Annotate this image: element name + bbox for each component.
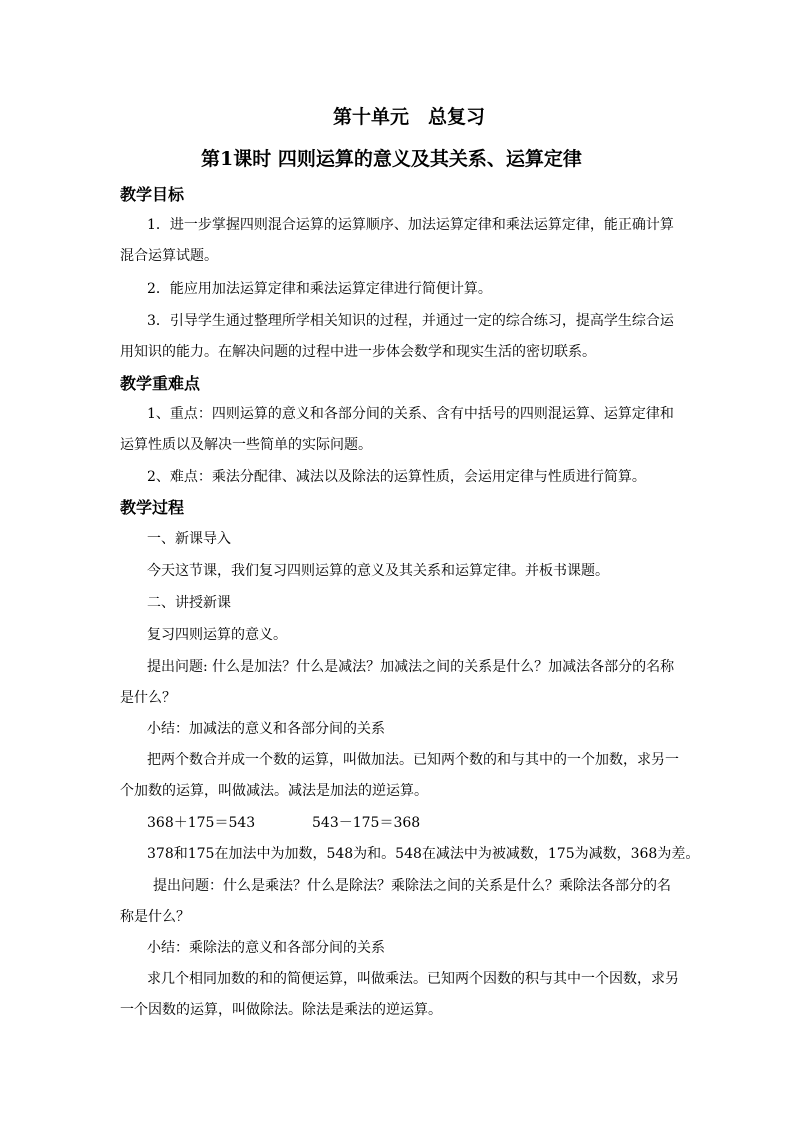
definition-add-sub-line-2: 个加数的运算，叫做减法。减法是加法的逆运算。 [120, 783, 428, 799]
summary-add-sub: 小结：加减法的意义和各部分间的关系 [147, 721, 385, 737]
section-heading-goals: 教学目标 [120, 185, 185, 204]
summary-mul-div: 小结：乘除法的意义和各部分间的关系 [147, 940, 385, 956]
equation-subtraction: 543－175＝368 [312, 815, 421, 831]
goal-1-line-1: 1．进一步掌握四则混合运算的运算顺序、加法运算定律和乘法运算定律，能正确计算 [147, 217, 674, 233]
key-point-2: 2、难点：乘法分配律、减法以及除法的运算性质，会运用定律与性质进行简算。 [147, 469, 646, 485]
definition-mul-div-line-1: 求几个相同加数的和的简便运算，叫做乘法。已知两个因数的积与其中一个因数，求另 [147, 971, 679, 987]
process-paragraph-review: 复习四则运算的意义。 [147, 627, 287, 643]
definition-mul-div-line-2: 一个因数的运算，叫做除法。除法是乘法的逆运算。 [120, 1002, 442, 1018]
equation-addition: 368＋175＝543 [147, 815, 256, 831]
question-add-sub-line-2: 是什么？ [120, 690, 176, 706]
question-mul-div-line-2: 称是什么？ [120, 909, 190, 925]
lesson-title: 第1课时 四则运算的意义及其关系、运算定律 [201, 148, 582, 170]
example-add-sub: 378和175在加法中为加数，548为和。548在减法中为被减数，175为减数，368为差。 [147, 846, 700, 862]
goal-2: 2．能应用加法运算定律和乘法运算定律进行简便计算。 [147, 281, 492, 297]
goal-3-line-1: 3．引导学生通过整理所学相关知识的过程，并通过一定的综合练习，提高学生综合运 [147, 313, 674, 329]
question-add-sub-line-1: 提出问题: 什么是加法？什么是减法？加减法之间的关系是什么？加减法各部分的名称 [147, 659, 675, 675]
process-step-2: 二、讲授新课 [147, 595, 231, 611]
goal-3-line-2: 用知识的能力。在解决问题的过程中进一步体会数学和现实生活的密切联系。 [120, 344, 596, 360]
process-paragraph-intro: 今天这节课，我们复习四则运算的意义及其关系和运算定律。并板书课题。 [147, 563, 609, 579]
goal-1-line-2: 混合运算试题。 [120, 248, 218, 264]
key-point-1-line-1: 1、重点：四则运算的意义和各部分间的关系、含有中括号的四则混运算、运算定律和 [147, 406, 674, 422]
unit-title: 第十单元 总复习 [333, 106, 486, 128]
section-heading-key-points: 教学重难点 [120, 374, 201, 393]
process-step-1: 一、新课导入 [147, 531, 231, 547]
definition-add-sub-line-1: 把两个数合并成一个数的运算，叫做加法。已知两个数的和与其中的一个加数，求另一 [147, 752, 679, 768]
key-point-1-line-2: 运算性质以及解决一些简单的实际问题。 [120, 437, 372, 453]
section-heading-process: 教学过程 [120, 498, 185, 517]
question-mul-div-line-1: 提出问题：什么是乘法？什么是除法？乘除法之间的关系是什么？乘除法各部分的名 [153, 878, 671, 894]
